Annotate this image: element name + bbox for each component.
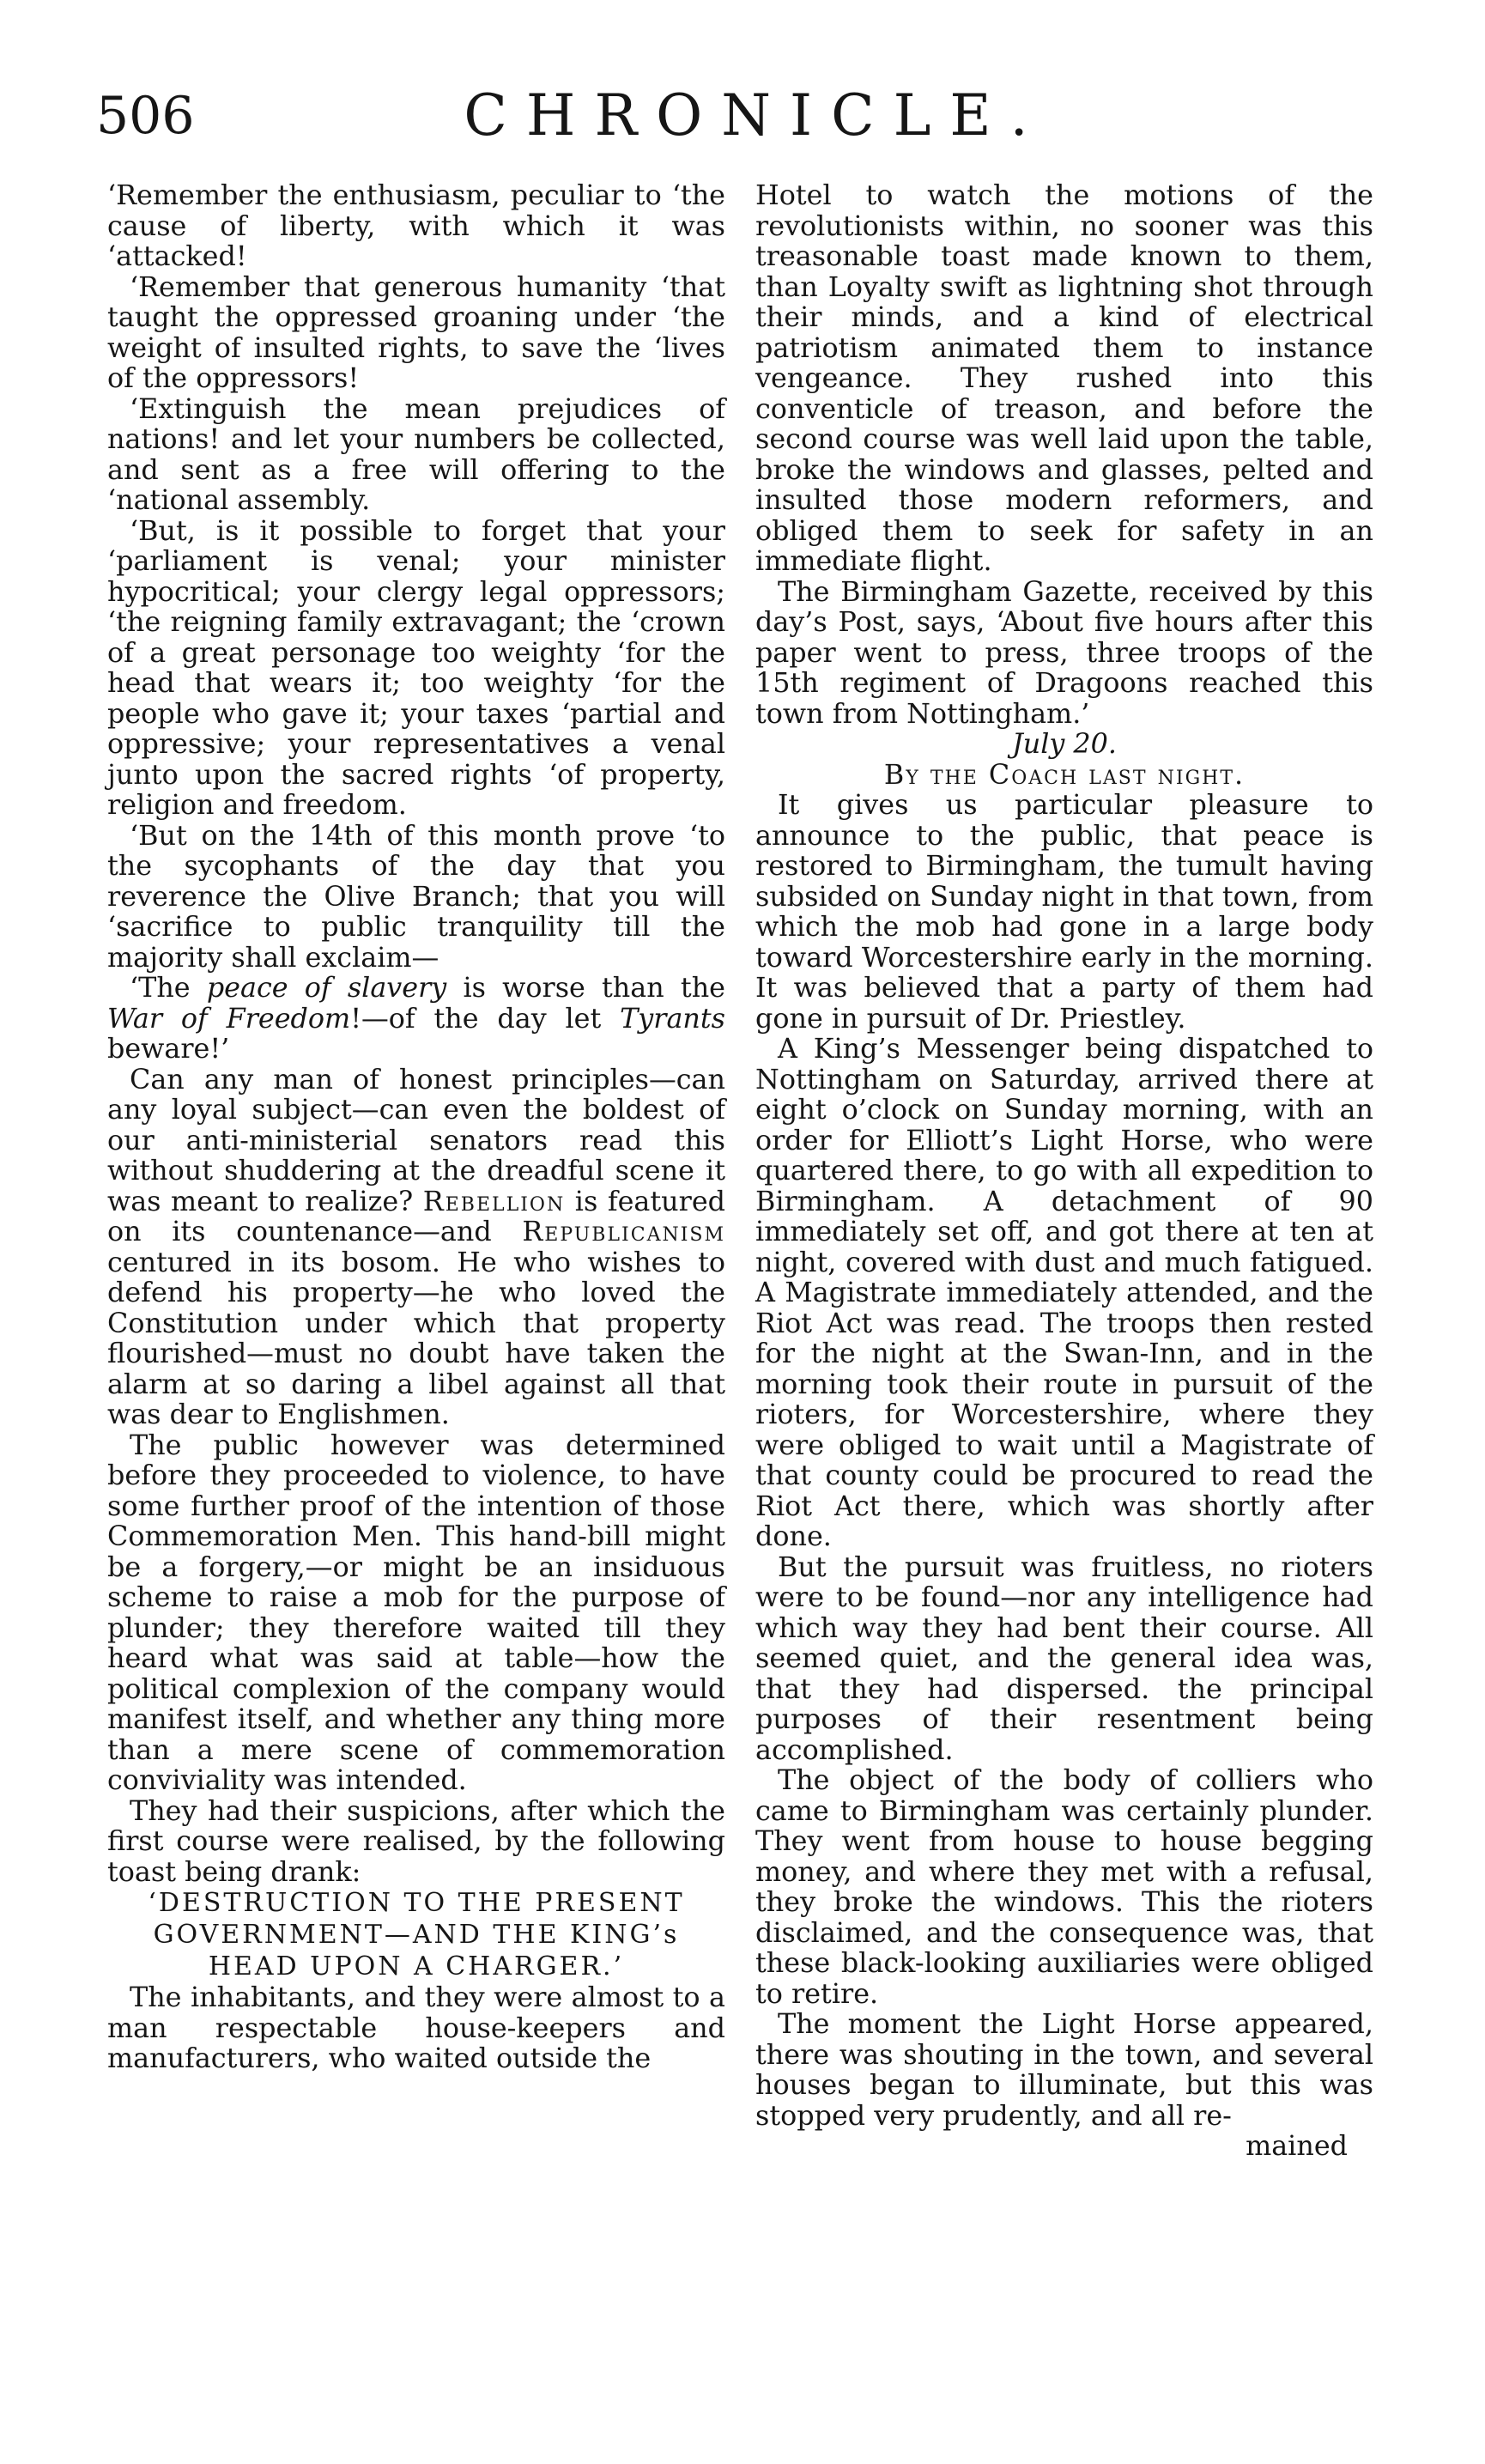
italic-phrase: peace of slavery — [206, 972, 447, 1004]
text-run: !—of the day let — [350, 1002, 621, 1035]
right-column — [755, 180, 1373, 2162]
paragraph: ‘But, is it possible to forget that your ‘parliament is venal; your minister hypocritical; your clergy legal oppressors; ‘the reigning family extravagant; the ‘crown of a great personage too weighty ‘for the head that wears it; too weighty ‘for the people who gave it; your taxes ‘partial and oppressive; your representatives a venal junto upon the sacred rights ‘of property, religion and freedom. — [107, 514, 725, 821]
running-title: CHRONICLE. — [464, 82, 1047, 149]
small-caps-word: Republicanism — [522, 1216, 725, 1247]
byline: By the Coach last night. — [883, 758, 1246, 791]
italic-phrase: War of Freedom — [107, 1002, 351, 1035]
paragraph: The Birmingham Gazette, received by this day’s Post, says, ‘About five hours after this paper went to press, three troops of the 15th regiment of Dragoons reached this town from Nottingham.’ — [755, 575, 1373, 730]
toast-quote: ‘DESTRUCTION TO THE PRESENT GOVERNMENT—AND THE KING’s HEAD UPON A CHARGER.’ — [148, 1888, 685, 1982]
page-header — [0, 77, 1485, 172]
paragraph: The object of the body of colliers who came to Birmingham was certainly plunder. They went from house to house begging money, and where they met with a refusal, they broke the windows. This the rioters disclaimed, and the consequence was, that these black-looking auxiliaries were obliged to retire. — [755, 1764, 1373, 2010]
text-run: is featured on its countenance—and — [107, 1185, 725, 1247]
left-column — [107, 180, 725, 2074]
paragraph — [107, 973, 725, 1065]
paragraph: The moment the Light Horse appeared, there was shouting in the town, and several houses began to illuminate, but this was stopped very prudently, and all re- — [755, 2008, 1373, 2132]
dateline: July 20. — [1011, 728, 1118, 760]
paragraph: The inhabitants, and they were almost to a man respectable house-keepers and manufacturers, who waited outside the — [107, 1982, 725, 2074]
paragraph — [107, 1065, 725, 1430]
paragraph: ‘Extinguish the mean prejudices of nations! and let your numbers be collected, and sent as a free will offering to the ‘national assembly. — [107, 392, 725, 516]
paragraph: They had their suspicions, after which the first course were realised, by the following toast being drank: — [107, 1794, 725, 1888]
text-run: ‘The — [130, 972, 207, 1004]
paragraph: ‘Remember that generous humanity ‘that taught the oppressed groaning under ‘the weight of insulted rights, to save the ‘lives of the oppressors! — [107, 270, 725, 394]
small-caps-word: Rebellion — [422, 1185, 566, 1217]
text-run: is worse than the — [446, 972, 725, 1004]
italic-phrase: Tyrants — [620, 1002, 725, 1035]
paragraph: A King’s Messenger being dispatched to Nottingham on Saturday, arrived there at eight o’clock on Sunday morning, with an order for Elliott’s Light Horse, who were quartered there, to go with all expedition to Birmingham. A detachment of 90 immediately set off, and got there at ten at night, covered with dust and much fatigued. A Magistrate immediately attended, and the Riot Act was read. The troops then rested for the night at the Swan-Inn, and in the morning took their route in pursuit of the rioters, for Worcestershire, where they were obliged to wait until a Magistrate of that county could be procured to read the Riot Act there, which was shortly after done. — [755, 1033, 1373, 1552]
text-run: beware!’ — [107, 1033, 230, 1065]
paragraph: It gives us particular pleasure to announce to the public, that peace is restored to Birmingham, the tumult having subsided on Sunday night in that town, from which the mob had gone in a large body toward Worcestershire early in the morning. It was believed that a party of them had gone in pursuit of Dr. Priestley. — [755, 789, 1373, 1035]
catchword: mained — [1246, 2130, 1348, 2162]
page-number: 506 — [96, 86, 195, 146]
text-run: Can any man of honest principles—can any loyal subject—can even the boldest of our anti-ministerial senators read this without shuddering at the dreadful scene it was meant to realize? — [107, 1063, 725, 1217]
paragraph: The public however was determined before they proceeded to violence, to have some further proof of the intention of those Commemoration Men. This hand-bill might be a forgery,—or might be an insiduous scheme to raise a mob for the purpose of plunder; they therefore waited till they heard what was said at table—how the political complexion of the company would manifest itself, and whether any thing more than a mere scene of commemoration conviviality was intended. — [107, 1429, 725, 1796]
paragraph: ‘But on the 14th of this month prove ‘to the sycophants of the day that you reverence the Olive Branch; that you will ‘sacrifice to public tranquility till the majority shall exclaim— — [107, 819, 725, 974]
paragraph: ‘Remember the enthusiasm, peculiar to ‘the cause of liberty, with which it was ‘attacked! — [107, 179, 725, 272]
paragraph: But the pursuit was fruitless, no rioters were to be found—nor any intelligence had which way they had bent their course. All seemed quiet, and the general idea was, that they had dispersed. the principal purposes of their resentment being accomplished. — [755, 1551, 1373, 1766]
text-run: centured in its bosom. He who wishes to defend his property—he who loved the Constitution under which that property flourished—must no doubt have taken the alarm at so daring a libel against all that was dear to Englishmen. — [107, 1246, 725, 1430]
paragraph: Hotel to watch the motions of the revolutionists within, no sooner was this treasonable toast made known to them, than Loyalty swift as lightning shot through their minds, and a kind of electrical patriotism animated them to instance vengeance. They rushed into this conventicle of treason, and before the second course was well laid upon the table, broke the windows and glasses, pelted and insulted those modern reformers, and obliged them to seek for safety in an immediate flight. — [755, 179, 1373, 577]
